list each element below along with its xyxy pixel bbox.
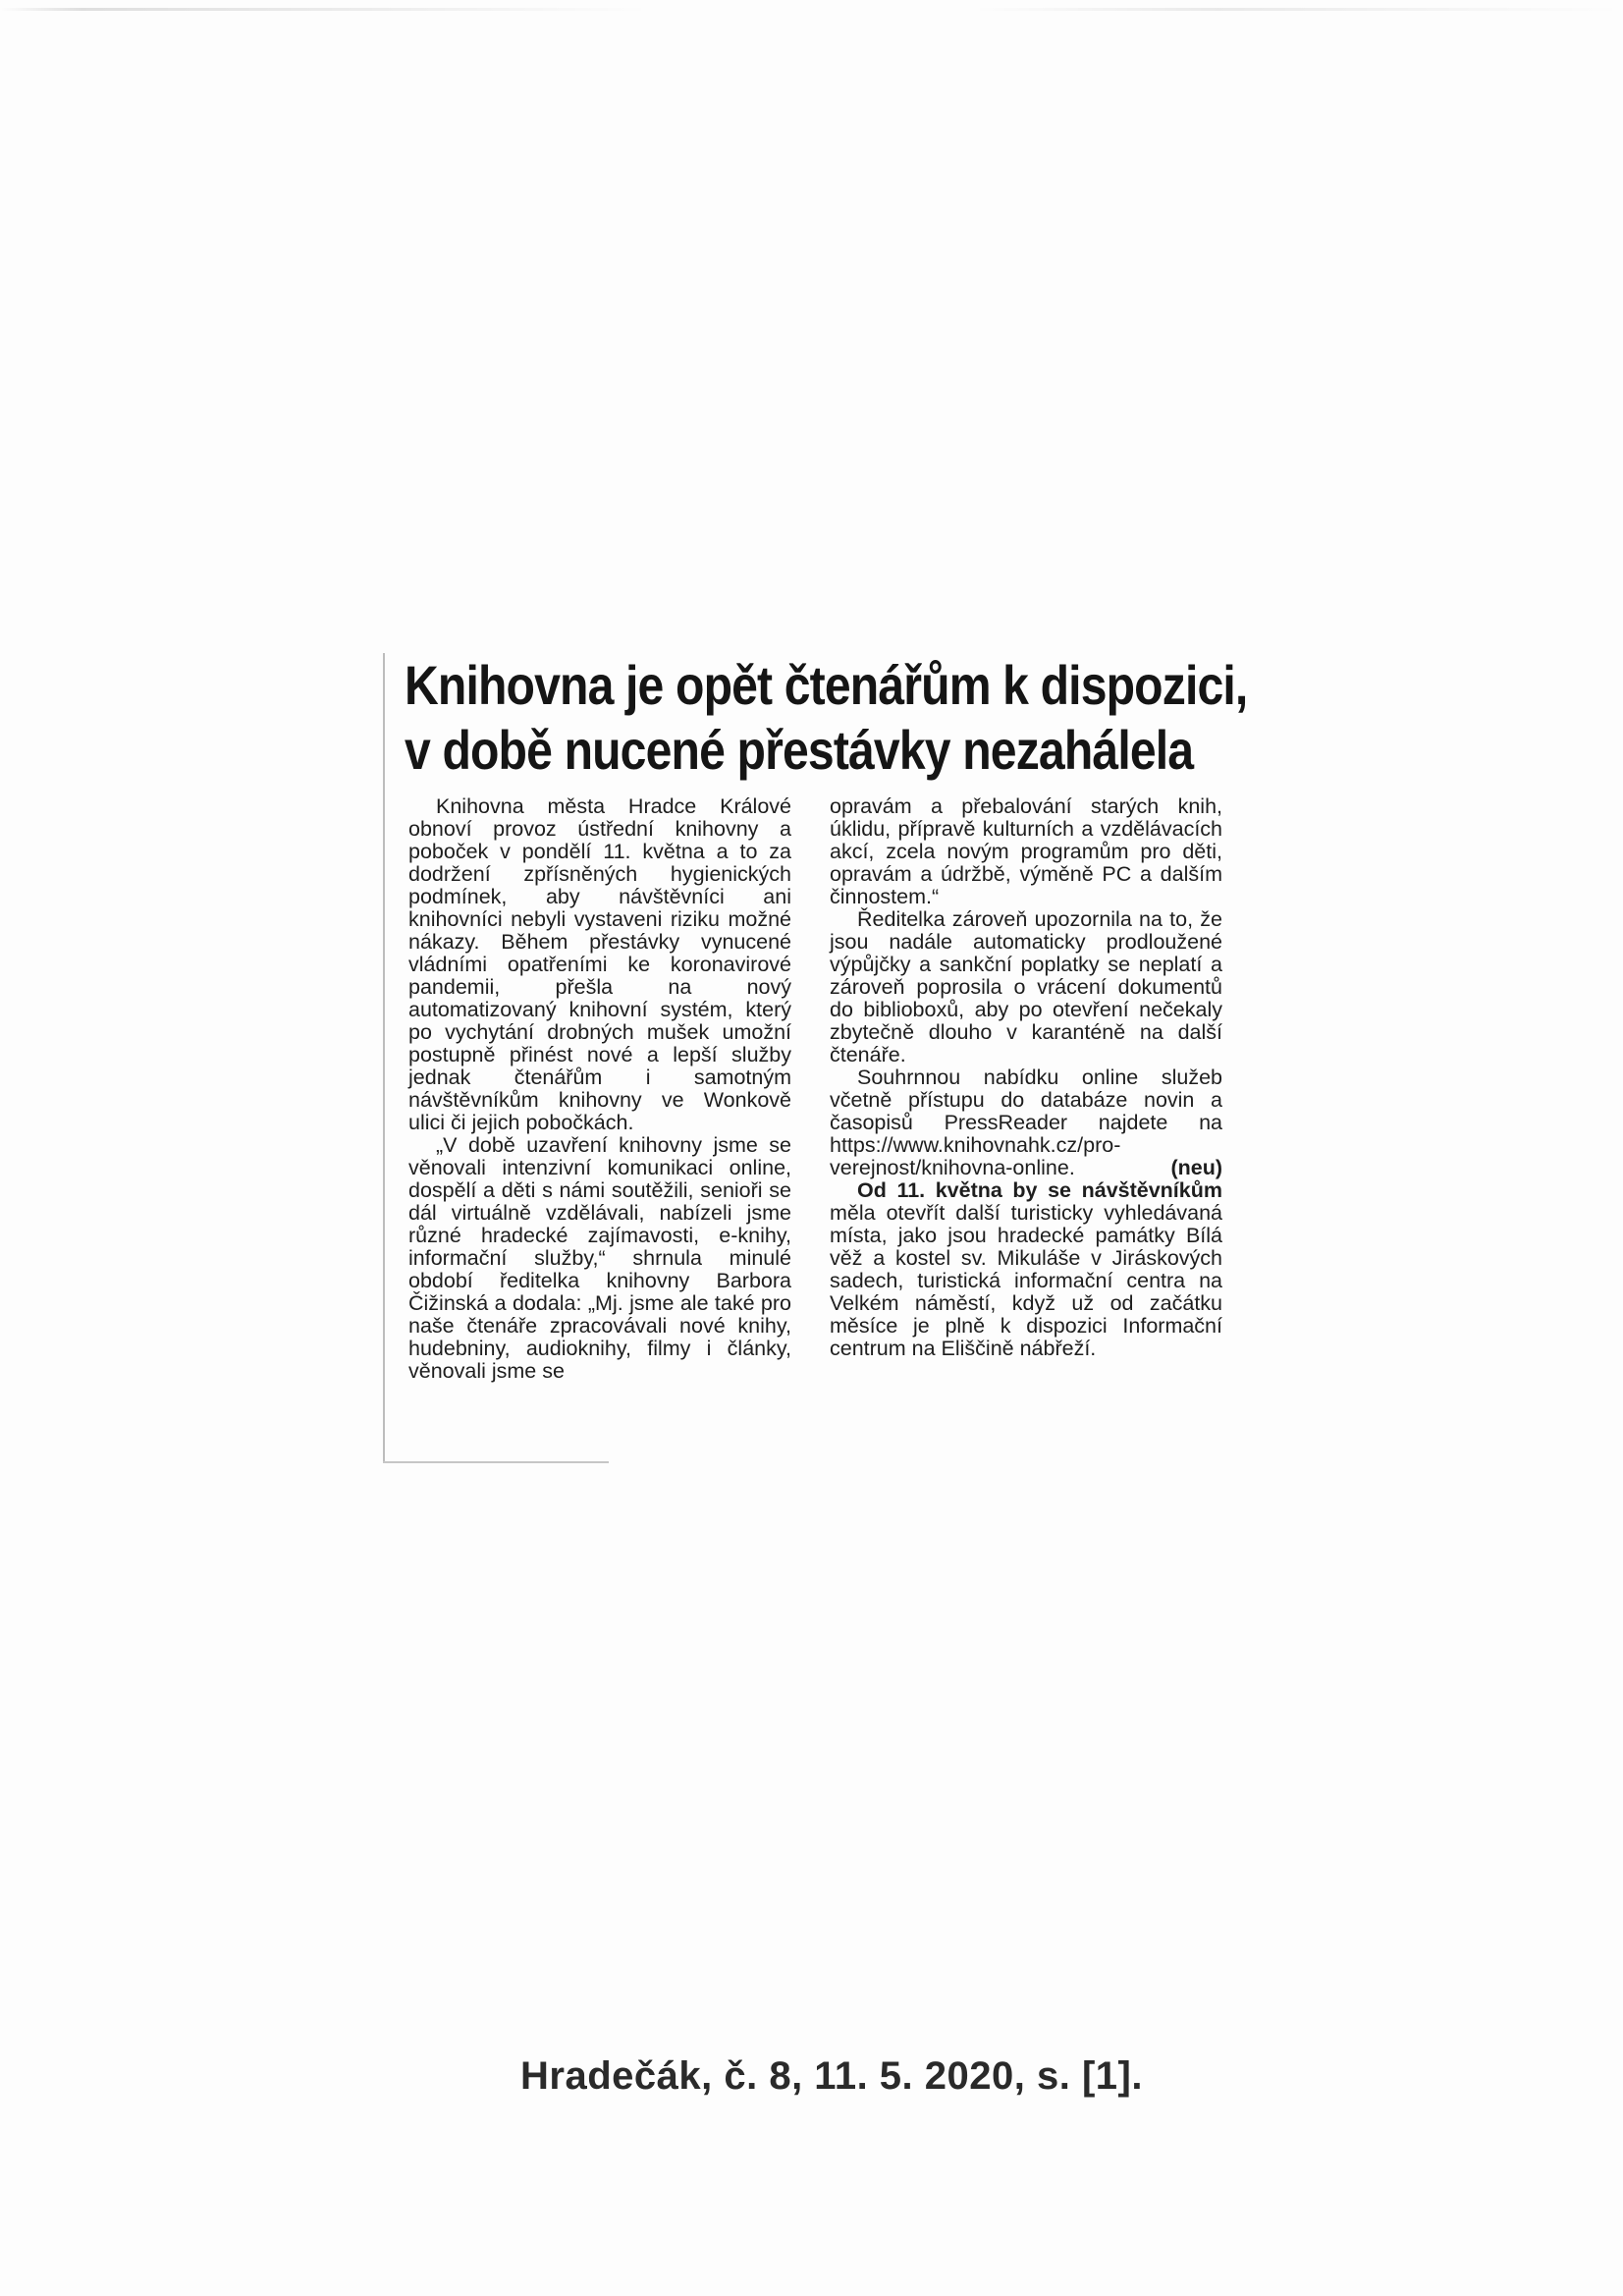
headline-line-1: Knihovna je opět čtenářům k dispozici, xyxy=(405,654,1248,716)
right-paragraph-1: opravám a přebalování starých knih, úklidu, přípravě kulturních a vzdělávacích akcí, zcela novým programům pro děti, opravám a údržbě, výměně PC a dalším činnostem.“ xyxy=(830,794,1222,908)
left-paragraph-2: „V době uzavření knihovny jsme se věnovali intenzivní komunikaci online, dospělí a děti s námi soutěžili, senioři se dál virtuálně vzdělávali, nabízeli jsme různé hradecké zajímavosti, e-knihy, informační služby,“ shrnula minulé období ředitelka knihovny Barbora Čižinská a dodala: „Mj. jsme ale také pro naše čtenáře zpracovávali nové knihy, hudebniny, audioknihy, filmy i články, věnovali jsme se xyxy=(408,1133,791,1383)
newspaper-clipping xyxy=(383,653,1248,1468)
right-paragraph-4 xyxy=(830,1179,1222,1360)
article-column-right xyxy=(830,795,1222,1360)
left-paragraph-1: Knihovna města Hradce Králové obnoví provoz ústřední knihovny a poboček v pondělí 11. května a to za dodržení zpřísněných hygienických podmínek, aby návštěvníci ani knihovníci nebyli vystaveni riziku možné nákazy. Během přestávky vynucené vládními opatřeními ke koronavirové pandemii, přešla na nový automatizovaný knihovní systém, který po vychytání drobných mušek umožní postupně přinést nové a lepší služby jednak čtenářům i samotným návštěvníkům knihovny ve Wonkově ulici či jejich pobočkách. xyxy=(408,794,791,1134)
clipping-cut-edge-left xyxy=(383,653,385,1463)
article-column-left xyxy=(408,795,791,1383)
clipping-cut-edge-bottom xyxy=(383,1461,609,1463)
paragraph-body: měla otevřít další turisticky vyhledávaná místa, jako jsou hradecké památky Bílá věž a kostel sv. Mikuláše v Jiráskových sadech, turistická informační centra na Velkém náměstí, když už od začátku měsíce je plně k dispozici Informační centrum na Eliščině nábřeží. xyxy=(830,1201,1222,1360)
online-services-text: Souhrnnou nabídku online služeb včetně přístupu do databáze novin a časopisů PressReader najdete na https://www.knihovnahk.cz/pro-verejnost/knihovna-online. xyxy=(830,1066,1222,1179)
article-headline xyxy=(405,653,1248,783)
right-paragraph-2: Ředitelka zároveň upozornila na to, že jsou nadále automaticky prodloužené výpůjčky a sankční poplatky se neplatí a zároveň poprosila o vrácení dokumentů do biblioboxů, aby po otevření nečekaly zbytečně dlouho v karanténě na další čtenáře. xyxy=(830,907,1222,1066)
paragraph-lead: Od 11. května by se návštěvníkům xyxy=(857,1178,1222,1202)
scan-edge-shadow xyxy=(0,8,1623,11)
source-citation: Hradečák, č. 8, 11. 5. 2020, s. [1]. xyxy=(520,2054,1143,2098)
right-paragraph-3 xyxy=(830,1066,1222,1179)
author-tag: (neu) xyxy=(1170,1156,1222,1179)
headline-line-2: v době nucené přestávky nezahálela xyxy=(405,719,1194,781)
